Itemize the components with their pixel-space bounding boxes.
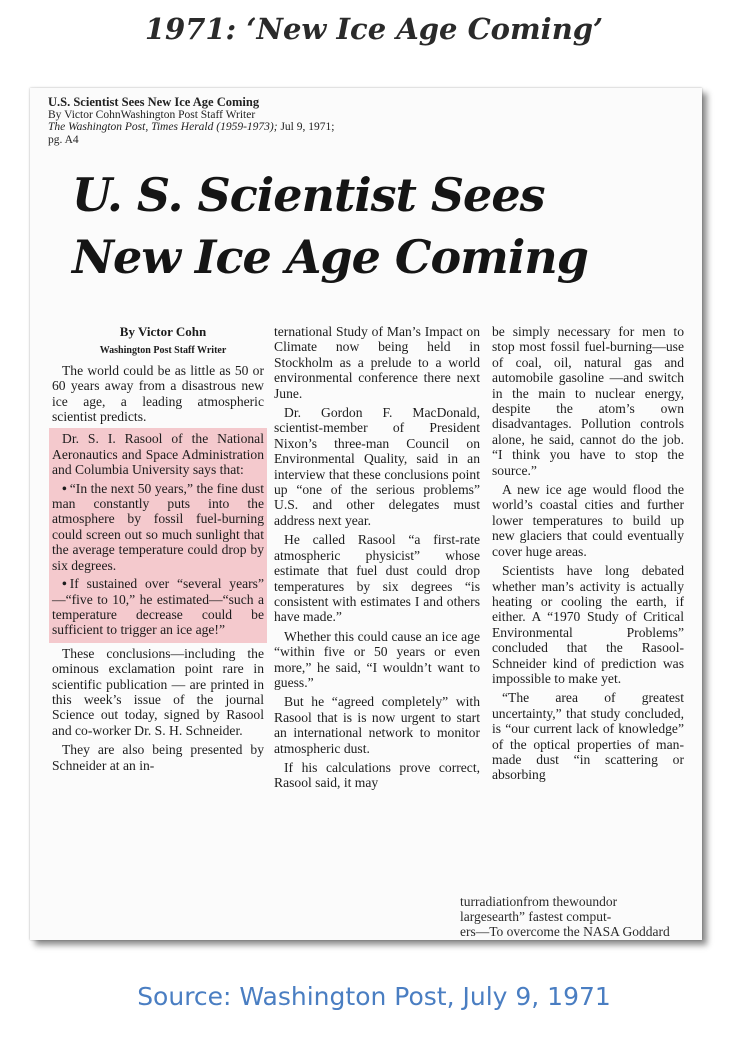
source-caption: Source: Washington Post, July 9, 1971 <box>137 982 611 1011</box>
quote-text: If sustained over “several years” —“five to 10,” he estimated—“such a temperature decrease could be sufficient to trigger an ice age!” <box>52 576 264 638</box>
paragraph: Dr. S. I. Rasool of the National Aeronautics and Space Administration and Columbia University says that: <box>52 431 264 478</box>
article-column-2 <box>274 324 480 795</box>
paragraph: “The area of greatest uncertainty,” that study concluded, is “our current lack of knowledge” of the optical properties of man-made dust “in scattering or absorbing <box>492 690 684 783</box>
paragraph: He called Rasool “a first-rate atmospheric physicist” whose estimate that fuel dust could drop temperatures by six degrees “is consistent with estimates I and others have made.” <box>274 532 480 625</box>
paragraph: Whether this could cause an ice age “within five or 50 years or even more,” he said, “I wouldn’t want to guess.” <box>274 628 480 690</box>
bullet-icon: • <box>62 576 67 592</box>
page-title: 1971: ‘New Ice Age Coming’ <box>144 12 604 46</box>
citation-byline: By Victor CohnWashington Post Staff Writer <box>48 108 256 121</box>
citation-date: Jul 9, 1971; <box>277 121 335 133</box>
citation-source-line <box>48 121 408 134</box>
byline-role: Washington Post Staff Writer <box>99 345 227 357</box>
paragraph: Dr. Gordon F. MacDonald, scientist-member of President Nixon’s three-man Council on Environmental Quality, said in an interview that these conclusions point up “one of the serious problems” U.S. and other delegates must address next year. <box>274 405 480 528</box>
paragraph: If his calculations prove correct, Rasool said, it may <box>274 759 480 791</box>
paragraph: ternational Study of Man’s Impact on Climate now being held in Stockholm as a prelude to a world environmental conference there next June. <box>274 324 480 401</box>
paragraph: They are also being presented by Schneider at an in- <box>52 742 264 773</box>
citation-block <box>48 96 408 146</box>
citation-page: pg. A4 <box>48 133 79 146</box>
headline <box>72 166 682 286</box>
highlighted-passage <box>49 428 267 642</box>
headline-line-2: New Ice Age Coming <box>72 230 588 284</box>
paragraph: A new ice age would flood the world’s coastal cities and further lower temperatures to build up new glaciers that could eventually cover huge areas. <box>492 482 684 559</box>
headline-line-1: U. S. Scientist Sees <box>72 168 545 222</box>
bullet-paragraph <box>52 481 264 573</box>
paragraph: These conclusions—including the ominous exclamation point rare in scientific publication — are printed in this week’s issue of the journal Science out today, signed by Rasool and co-worker Dr. S. H. Schneider. <box>52 645 264 738</box>
torn-line: largesearth” fastest comput- <box>460 909 612 924</box>
paragraph: But he “agreed completely” with Rasool that is is now urgent to start an international network to monitor atmospheric dust. <box>274 694 480 756</box>
paragraph: Scientists have long debated whether man’s activity is actually heating or cooling the earth, if either. A “1970 Study of Critical Environmental Problems” concluded that the Rasool-Schneider kind of prediction was impossible to make yet. <box>492 563 684 686</box>
bullet-icon: • <box>62 480 67 496</box>
torn-line: ers—To overcome the NASA Goddard <box>460 924 670 939</box>
paragraph: The world could be as little as 50 or 60 years away from a disastrous new ice age, a leading atmospheric scientist predicts. <box>52 362 264 425</box>
byline-name: By Victor Cohn <box>119 324 207 339</box>
quote-text: “In the next 50 years,” the fine dust man constantly puts into the atmosphere by fossil fuel-burning could screen out so much sunlight that the average temperature could drop by six degrees. <box>52 480 264 573</box>
article-column-3 <box>492 324 684 787</box>
newspaper-clipping <box>30 88 702 940</box>
overlapping-torn-text <box>460 894 700 940</box>
bullet-paragraph <box>52 576 264 638</box>
citation-source: The Washington Post, Times Herald (1959-1973); <box>48 121 278 133</box>
paragraph: be simply necessary for men to stop most fossil fuel-burning—use of coal, oil, natural gas and automobile gasoline —and switch in the main to nuclear energy, despite the atom’s own disadvantages. Pollution controls alone, he said, cannot do the job. “I think you have to stop the source.” <box>492 324 684 478</box>
torn-line: turradiationfrom thewoundor <box>460 894 618 909</box>
article-column-1 <box>52 324 264 777</box>
citation-title: U.S. Scientist Sees New Ice Age Coming <box>48 95 260 109</box>
